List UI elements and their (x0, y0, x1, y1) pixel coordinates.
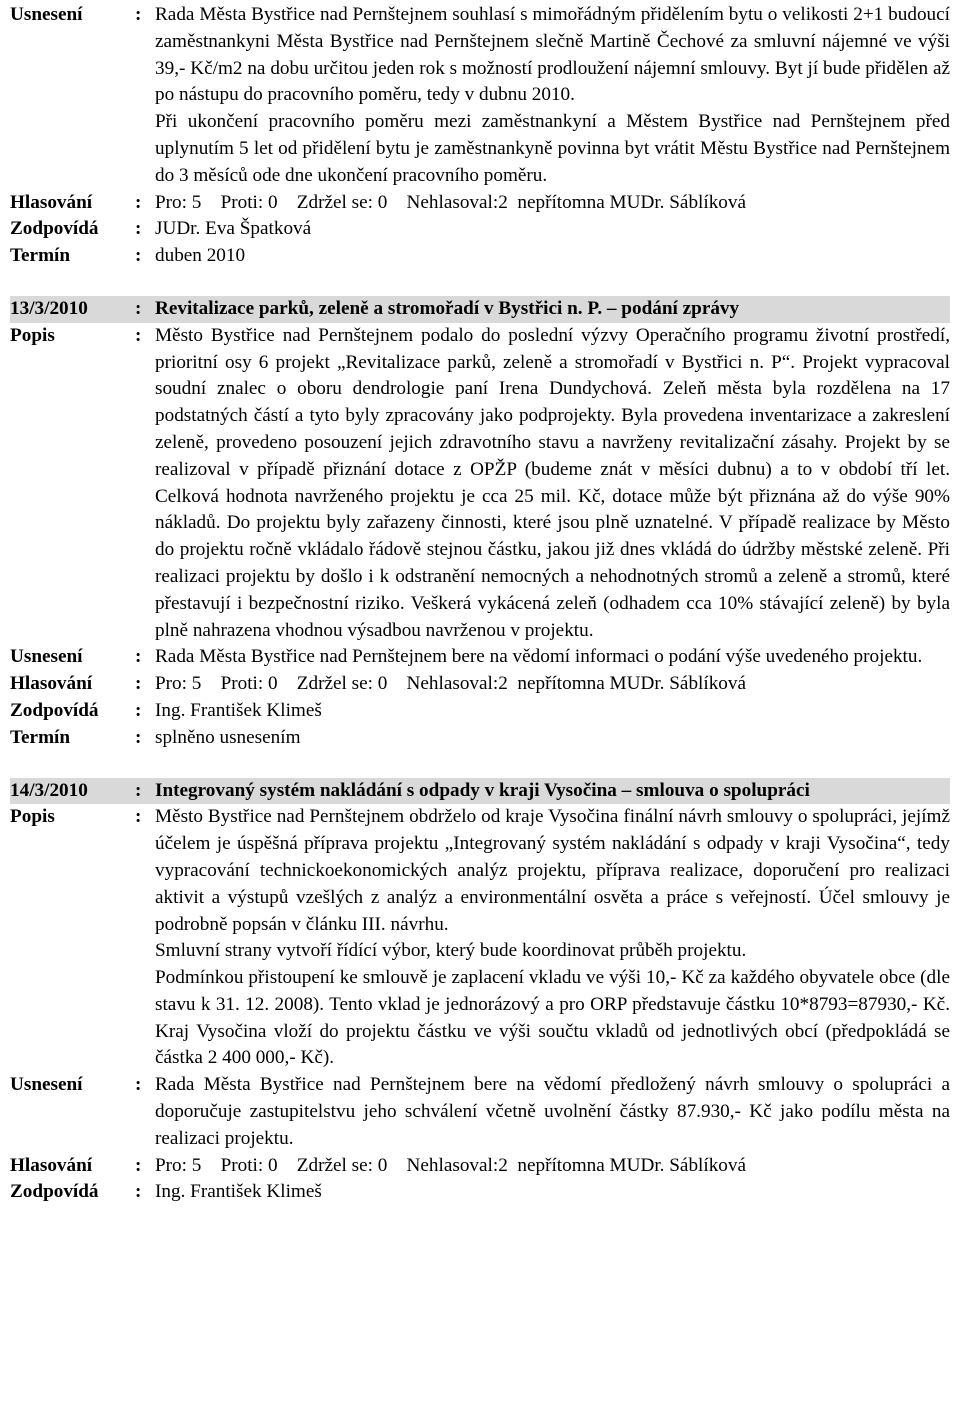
termin-text: splněno usnesením (155, 726, 301, 748)
usneseni-text: Rada Města Bystřice nad Pernštejnem bere na vědomí předložený návrh smlouvy o spolupráci a doporučuje zastupitelstvu jeho schválení včetně uvolnění částky 87.930,- Kč jako podílu města na realizaci projektu. (155, 1074, 950, 1149)
termin-label: Termín (10, 245, 71, 267)
usneseni-text (155, 2, 950, 190)
zodpovida-text: JUDr. Eva Špatková (155, 218, 312, 240)
zodpovida-text: Ing. František Klimeš (155, 1181, 322, 1203)
usneseni-label: Usnesení (10, 1074, 83, 1096)
agenda-item-title: Integrovaný systém nakládání s odpady v kraji Vysočina – smlouva o spolupráci (155, 779, 810, 801)
zodpovida-row (10, 216, 950, 243)
agenda-item-title: Revitalizace parků, zeleně a stromořadí v Bystřici n. P. – podání zprávy (155, 297, 740, 319)
hlasovani-text: Pro: 5 Proti: 0 Zdržel se: 0 Nehlasoval:2 nepřítomna MUDr. Sáblíková (155, 1154, 746, 1176)
hlasovani-text: Pro: 5 Proti: 0 Zdržel se: 0 Nehlasoval:2 nepřítomna MUDr. Sáblíková (155, 673, 746, 695)
colon: : (135, 1181, 142, 1203)
hlasovani-label: Hlasování (10, 673, 93, 695)
popis-paragraph: Město Bystřice nad Pernštejnem obdrželo od kraje Vysočina finální návrh smlouvy o spolupráci, jejímž účelem je úspěšná příprava projektu „Integrovaný systém nakládání s odpady v kraji Vysočina“, tedy vypracování technickoekonomických analýz projektu, příprava realizace, doporučení pro realizaci aktivit a výstupů vzešlých z analýz a environmentální osvěta a práce s veřejností. Účel smlouvy je podrobně popsán v článku III. návrhu. (155, 806, 950, 935)
popis-paragraph: Smluvní strany vytvoří řídící výbor, který bude koordinovat průběh projektu. (155, 940, 747, 962)
popis-text (155, 804, 950, 1072)
hlasovani-text: Pro: 5 Proti: 0 Zdržel se: 0 Nehlasoval:2 nepřítomna MUDr. Sáblíková (155, 191, 746, 213)
colon: : (135, 191, 142, 213)
hlasovani-label: Hlasování (10, 1154, 93, 1176)
colon: : (135, 673, 142, 695)
colon: : (135, 646, 142, 668)
usneseni-label: Usnesení (10, 4, 83, 25)
colon: : (135, 806, 142, 828)
colon: : (135, 1154, 142, 1176)
termin-label: Termín (10, 726, 71, 748)
colon: : (135, 699, 142, 721)
colon: : (135, 218, 142, 240)
termin-text: duben 2010 (155, 245, 246, 267)
popis-row (10, 323, 950, 645)
colon: : (135, 1074, 142, 1096)
usneseni-row (10, 2, 950, 190)
colon: : (135, 779, 142, 801)
colon: : (135, 245, 142, 267)
hlasovani-row (10, 671, 950, 698)
hlasovani-row (10, 190, 950, 217)
popis-label: Popis (10, 324, 55, 346)
zodpovida-label: Zodpovídá (10, 699, 99, 721)
zodpovida-text: Ing. František Klimeš (155, 699, 322, 721)
zodpovida-row (10, 1179, 950, 1206)
zodpovida-label: Zodpovídá (10, 218, 99, 240)
usneseni-row (10, 644, 950, 671)
colon: : (135, 297, 142, 319)
hlasovani-label: Hlasování (10, 191, 93, 213)
agenda-item-header (10, 296, 950, 323)
colon: : (135, 726, 142, 748)
popis-row (10, 804, 950, 1072)
colon: : (135, 324, 142, 346)
termin-row (10, 725, 950, 752)
hlasovani-row (10, 1153, 950, 1180)
zodpovida-row (10, 698, 950, 725)
usneseni-paragraph: Při ukončení pracovního poměru mezi zaměstnankyní a Městem Bystřice nad Pernštejnem před uplynutím 5 let od přidělení bytu je zaměstnankyně povinna byt vrátit Městu Bystřice nad Pernštejnem do 3 měsíců ode dne ukončení pracovního poměru. (155, 111, 950, 186)
popis-label: Popis (10, 806, 55, 828)
agenda-item-header (10, 778, 950, 805)
usneseni-text: Rada Města Bystřice nad Pernštejnem bere na vědomí informaci o podání výše uvedeného projektu. (155, 646, 923, 668)
zodpovida-label: Zodpovídá (10, 1181, 99, 1203)
termin-row (10, 243, 950, 270)
colon: : (135, 4, 142, 25)
popis-paragraph: Podmínkou přistoupení ke smlouvě je zaplacení vkladu ve výši 10,- Kč za každého obyvatele obce (dle stavu k 31. 12. 2008). Tento vklad je jednorázový a pro ORP představuje částku 10*8793=87930,- Kč. Kraj Vysočina vloží do projektu částku ve výši součtu vkladů od jednotlivých obcí (předpokládá se částka 2 400 000,- Kč). (155, 967, 950, 1069)
agenda-item-number: 14/3/2010 (10, 779, 88, 801)
usneseni-paragraph: Rada Města Bystřice nad Pernštejnem souhlasí s mimořádným přidělením bytu o velikosti 2+1 budoucí zaměstnankyni Města Bystřice nad Pernštejnem slečně Martině Čechové za smluvní nájemné ve výši 39,- Kč/m2 na dobu určitou jeden rok s možností prodloužení nájemní smlouvy. Byt jí bude přidělen až po nástupu do pracovního poměru, tedy v dubnu 2010. (155, 4, 950, 106)
usneseni-row (10, 1072, 950, 1152)
popis-text: Město Bystřice nad Pernštejnem podalo do poslední výzvy Operačního programu životní prostředí, prioritní osy 6 projekt „Revitalizace parků, zeleně a stromořadí v Bystřici n. P“. Projekt vypracoval soudní znalec o oboru dendrologie paní Irena Dundychová. Zeleň města byla rozdělena na 17 podstatných částí a tyto byly zpracovány jako podprojekty. Byla provedena inventarizace a zakreslení zeleně, provedeno posouzení jejich zdravotního stavu a navrženy revitalizační zásahy. Projekt by se realizoval v případě přiznání dotace z OPŽP (budeme znát v měsíci dubnu) a to v období tří let. Celková hodnota navrženého projektu je cca 25 mil. Kč, dotace může být přiznána až do výše 90% nákladů. Do projektu byly zařazeny činnosti, které jsou plně uznatelné. V případě realizace by Město do projektu ročně vkládalo řádově stejnou částku, jakou již dnes vkládá do údržby městské zeleně. Při realizaci projektu by došlo i k odstranění nemocných a nehodnotných stromů a zeleně a stromů, které přestavují i bezpečnostní riziko. Veškerá vykácená zeleň (odhadem cca 10% stávající zeleně) by byla plně nahrazena vhodnou výsadbou navrženou v projektu. (155, 324, 950, 641)
agenda-item-number: 13/3/2010 (10, 297, 88, 319)
usneseni-label: Usnesení (10, 646, 83, 668)
